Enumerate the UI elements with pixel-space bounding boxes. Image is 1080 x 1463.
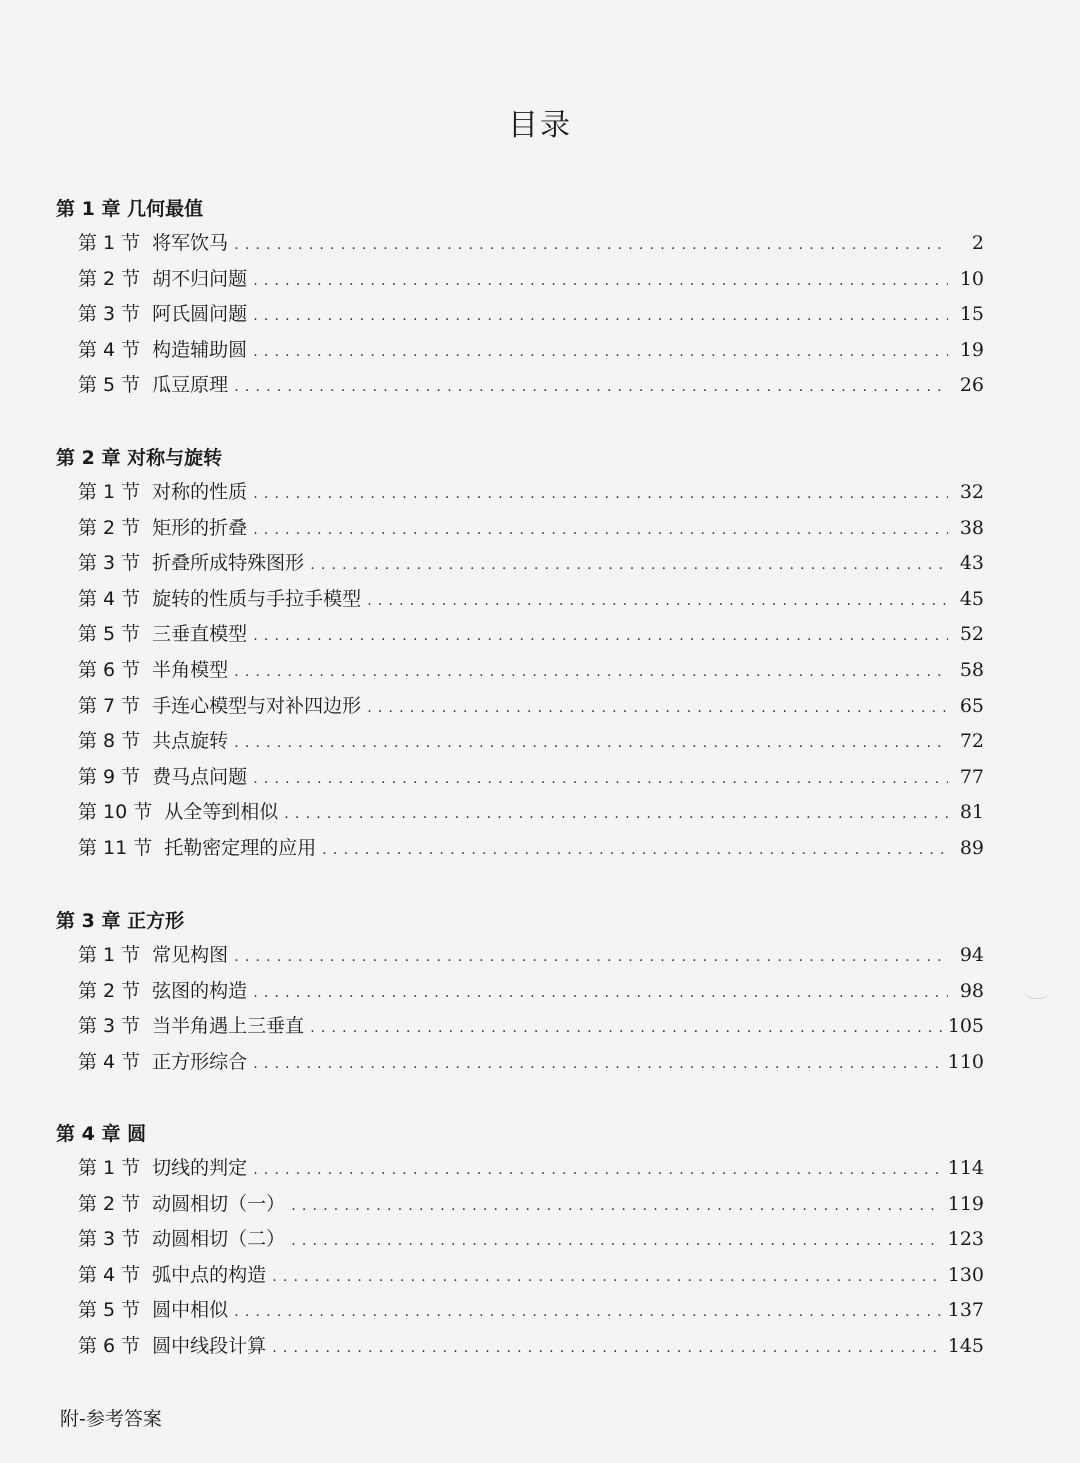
chapter-title[interactable]: 第 3 章 正方形 [56, 910, 185, 932]
section-number: 第 1 节 [78, 481, 141, 503]
section-number: 第 10 节 [78, 801, 153, 824]
page-number: 137 [947, 1299, 984, 1322]
section-number: 第 8 节 [78, 730, 141, 753]
dot-leader [253, 299, 948, 335]
section-number: 第 3 节 [78, 552, 141, 575]
section-number: 第 5 节 [78, 1299, 141, 1322]
section-title: 矩形的折叠 [152, 516, 248, 539]
section-title: 瓜豆原理 [152, 374, 229, 397]
section-title: 手连心模型与对补四边形 [152, 694, 362, 717]
section-title: 费马点问题 [152, 765, 248, 788]
section-number: 第 1 节 [78, 1157, 141, 1179]
toc-section-row[interactable] [56, 546, 996, 582]
page-number: 94 [959, 944, 984, 966]
page-number: 26 [959, 374, 984, 397]
page-number: 10 [959, 267, 984, 290]
toc-section-row[interactable] [56, 689, 996, 725]
section-number: 第 6 节 [78, 1334, 141, 1357]
page-number: 38 [959, 516, 984, 539]
section-title: 阿氏圆问题 [152, 303, 248, 326]
section-title: 当半角遇上三垂直 [152, 1015, 305, 1038]
dot-leader [234, 726, 948, 762]
section-number: 第 4 节 [78, 338, 141, 361]
page-number: 43 [959, 552, 984, 575]
section-title: 从全等到相似 [164, 801, 279, 824]
section-title: 半角模型 [152, 658, 229, 681]
page-number: 15 [959, 303, 984, 326]
page-number: 19 [959, 338, 984, 361]
section-title: 正方形综合 [152, 1050, 248, 1073]
section-number: 第 1 节 [78, 944, 141, 966]
section-title: 圆中相似 [152, 1299, 229, 1322]
section-number: 第 1 节 [78, 232, 141, 254]
chapter-title[interactable]: 第 4 章 圆 [56, 1123, 147, 1145]
toc-section-row[interactable] [56, 475, 996, 511]
toc-section-row[interactable] [56, 831, 996, 867]
dot-leader [284, 797, 948, 833]
dot-leader [234, 1295, 942, 1331]
section-number: 第 4 节 [78, 1050, 141, 1073]
dot-leader [272, 1331, 942, 1367]
section-number: 第 2 节 [78, 979, 141, 1002]
page-number: 114 [947, 1157, 984, 1179]
toc-section-row[interactable] [56, 974, 996, 1010]
section-title: 对称的性质 [152, 481, 248, 503]
section-number: 第 5 节 [78, 623, 141, 646]
section-number: 第 7 节 [78, 694, 141, 717]
appendix-entry[interactable]: 附-参考答案 [60, 1408, 162, 1430]
toc-section-row[interactable] [56, 938, 996, 974]
page-number: 77 [959, 765, 984, 788]
dot-leader [253, 264, 948, 300]
section-title: 构造辅助圆 [152, 338, 248, 361]
toc-section-row[interactable] [56, 760, 996, 796]
page-number: 130 [947, 1263, 984, 1286]
section-title: 胡不归问题 [152, 267, 248, 290]
toc-section-row[interactable] [56, 1045, 996, 1081]
chapter-title[interactable]: 第 2 章 对称与旋转 [56, 447, 223, 469]
toc-section-row[interactable] [56, 582, 996, 618]
dot-leader [234, 655, 948, 691]
toc-section-row[interactable] [56, 1293, 996, 1329]
dot-leader [253, 513, 948, 549]
dot-leader [291, 1224, 942, 1260]
section-title: 常见构图 [152, 944, 229, 966]
toc-section-row[interactable] [56, 1258, 996, 1294]
section-title: 托勒密定理的应用 [164, 836, 317, 859]
dot-leader [253, 1047, 942, 1083]
section-number: 第 5 节 [78, 374, 141, 397]
dot-leader [367, 691, 948, 727]
toc-section-row[interactable] [56, 297, 996, 333]
chapter-3 [56, 904, 996, 1080]
section-title: 折叠所成特殊图形 [152, 552, 305, 575]
section-number: 第 3 节 [78, 1228, 141, 1251]
dot-leader [234, 228, 948, 264]
dot-leader [310, 548, 948, 584]
page-number: 98 [959, 979, 984, 1002]
toc-section-row[interactable] [56, 1009, 996, 1045]
page-number: 119 [947, 1192, 984, 1215]
section-number: 第 4 节 [78, 587, 141, 610]
section-number: 第 6 节 [78, 658, 141, 681]
section-title: 共点旋转 [152, 730, 229, 753]
dot-leader [310, 1011, 942, 1047]
page-number: 58 [959, 658, 984, 681]
toc-section-row[interactable] [56, 724, 996, 760]
section-number: 第 2 节 [78, 516, 141, 539]
page-number: 123 [947, 1228, 984, 1251]
toc-section-row[interactable] [56, 795, 996, 831]
page-number: 72 [959, 730, 984, 753]
toc-section-row[interactable] [56, 226, 996, 262]
toc-section-row[interactable] [56, 1187, 996, 1223]
section-title: 弧中点的构造 [152, 1263, 267, 1286]
dot-leader [322, 833, 948, 869]
dot-leader [253, 976, 948, 1012]
page-title: 目录 [508, 108, 572, 143]
section-title: 圆中线段计算 [152, 1334, 267, 1357]
section-number: 第 3 节 [78, 1015, 141, 1038]
chapter-4 [56, 1117, 996, 1365]
toc-section-row[interactable] [56, 617, 996, 653]
page-number: 32 [959, 481, 984, 503]
page-number: 65 [959, 694, 984, 717]
toc-section-row[interactable] [56, 368, 996, 404]
dot-leader [367, 584, 948, 620]
section-number: 第 9 节 [78, 765, 141, 788]
chapter-title[interactable]: 第 1 章 几何最值 [56, 198, 204, 220]
section-title: 弦图的构造 [152, 979, 248, 1002]
section-number: 第 11 节 [78, 836, 153, 859]
page-number: 89 [959, 836, 984, 859]
dot-leader [253, 1153, 942, 1189]
toc-section-row[interactable] [56, 333, 996, 369]
page-number: 52 [959, 623, 984, 646]
section-title: 动圆相切（二） [152, 1228, 286, 1251]
page-number: 2 [971, 232, 984, 254]
dot-leader [291, 1189, 942, 1225]
section-title: 切线的判定 [152, 1157, 248, 1179]
page-number: 81 [959, 801, 984, 824]
toc-section-row[interactable] [56, 1151, 996, 1187]
section-title: 将军饮马 [152, 232, 229, 254]
toc-section-row[interactable] [56, 1329, 996, 1365]
dot-leader [253, 335, 948, 371]
dot-leader [234, 940, 948, 976]
section-number: 第 2 节 [78, 267, 141, 290]
toc-section-row[interactable] [56, 511, 996, 547]
section-title: 旋转的性质与手拉手模型 [152, 587, 362, 610]
toc-section-row[interactable] [56, 653, 996, 689]
page-number: 145 [947, 1334, 984, 1357]
chapter-2 [56, 441, 996, 867]
page-number: 105 [947, 1015, 984, 1038]
page-number: 45 [959, 587, 984, 610]
section-number: 第 2 节 [78, 1192, 141, 1215]
dot-leader [234, 370, 948, 406]
section-title: 三垂直模型 [152, 623, 248, 646]
scan-artifact-mark [1024, 988, 1050, 999]
dot-leader [272, 1260, 942, 1296]
dot-leader [253, 477, 948, 513]
page-number: 110 [947, 1050, 984, 1073]
chapter-1 [56, 192, 996, 404]
dot-leader [253, 762, 948, 798]
toc-section-row[interactable] [56, 1222, 996, 1258]
dot-leader [253, 619, 948, 655]
section-number: 第 4 节 [78, 1263, 141, 1286]
toc-section-row[interactable] [56, 262, 996, 298]
section-number: 第 3 节 [78, 303, 141, 326]
section-title: 动圆相切（一） [152, 1192, 286, 1215]
